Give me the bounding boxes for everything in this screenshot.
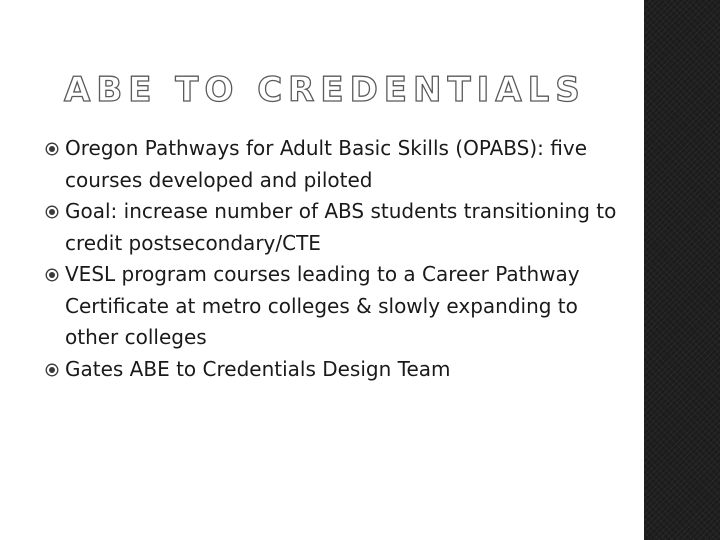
bullet-item: [44, 133, 624, 196]
slide-title: ABE TO CREDENTIALS: [64, 70, 586, 110]
circled-dot-bullet-icon: [45, 205, 59, 219]
bullet-item: [44, 354, 624, 386]
bullet-list: [44, 133, 624, 385]
circled-dot-bullet-icon: [45, 268, 59, 282]
circled-dot-bullet-icon: [45, 142, 59, 156]
bullet-text: VESL program courses leading to a Career Pathway Certificate at metro colleges & slowly expanding to other colleges: [65, 262, 580, 349]
bullet-text: Oregon Pathways for Adult Basic Skills (OPABS): five courses developed and piloted: [65, 136, 588, 192]
decorative-side-band: [644, 0, 720, 540]
bullet-text: Goal: increase number of ABS students transitioning to credit postsecondary/CTE: [65, 199, 617, 255]
bullet-item: [44, 196, 624, 259]
bullet-text: Gates ABE to Credentials Design Team: [65, 356, 451, 381]
bullet-item: [44, 259, 624, 354]
circled-dot-bullet-icon: [45, 363, 59, 377]
